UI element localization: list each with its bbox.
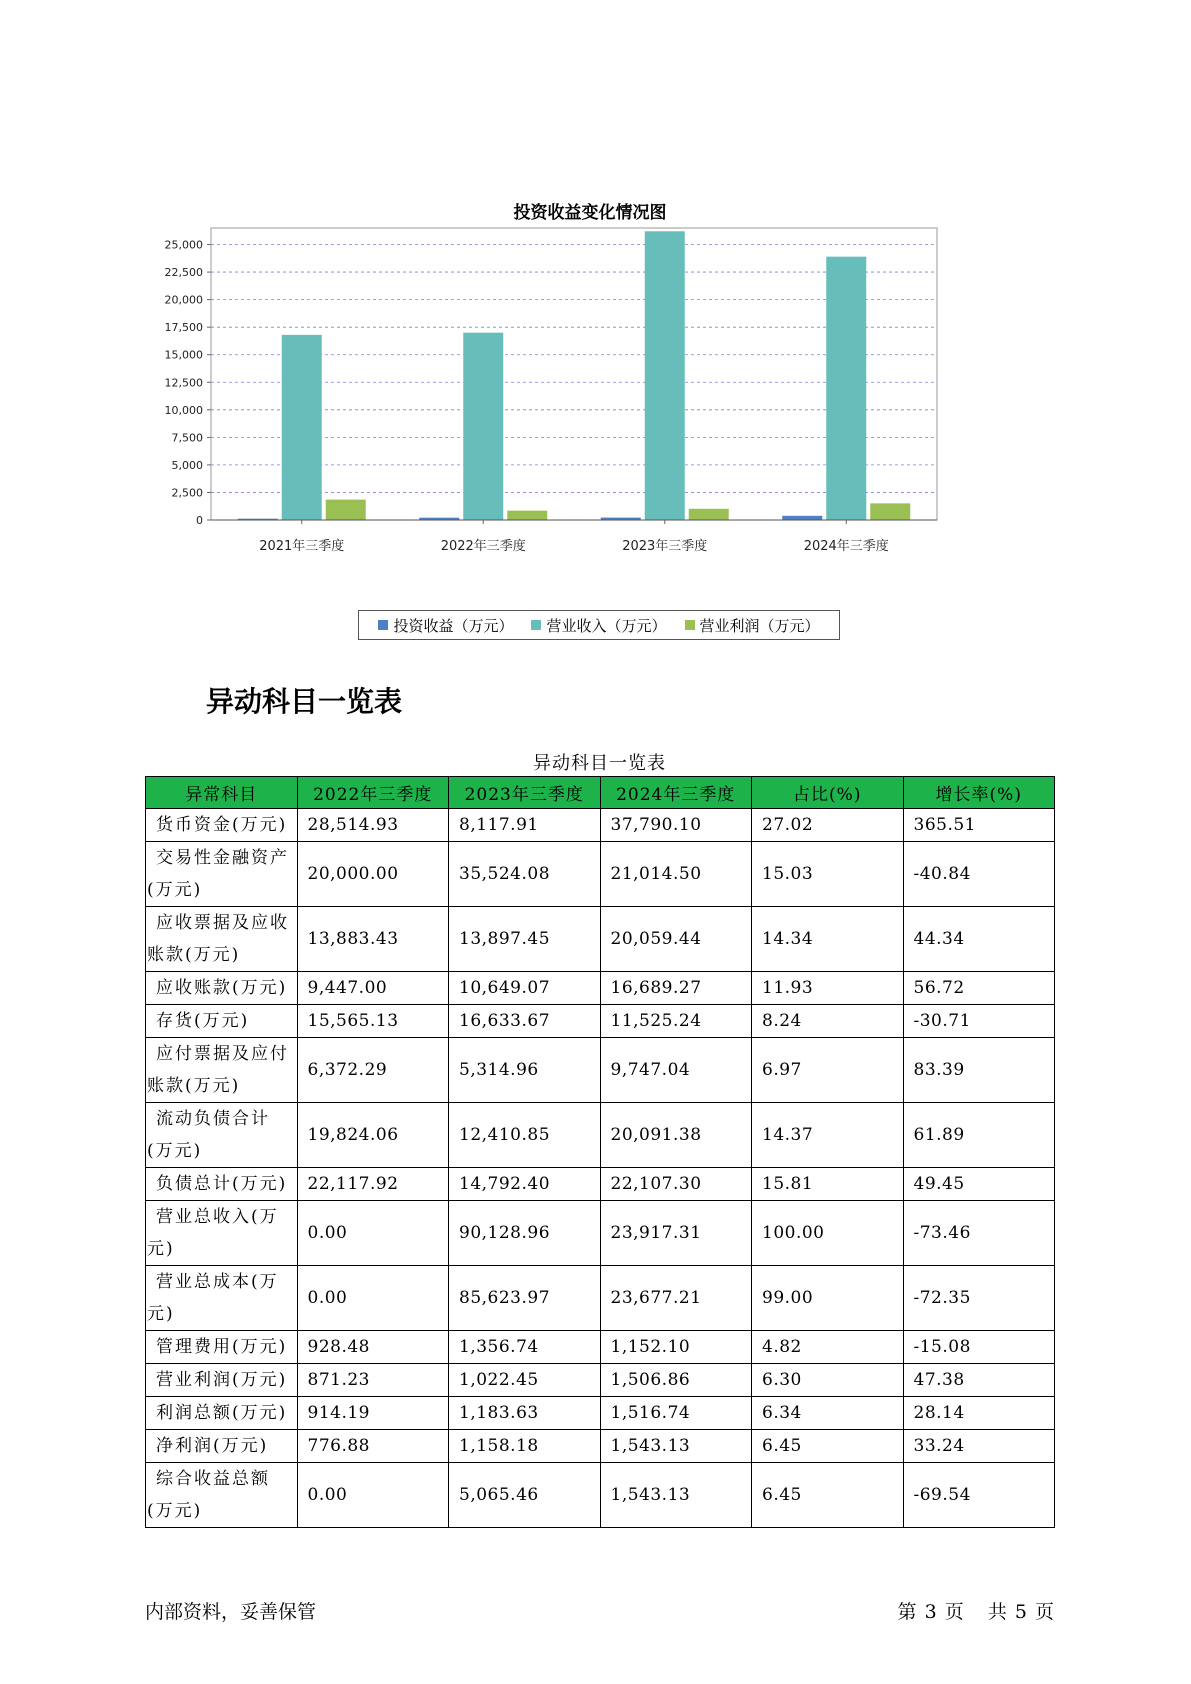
value-cell: 90,128.96	[449, 1201, 601, 1266]
chart-legend	[358, 610, 840, 640]
value-cell: 0.00	[297, 1201, 449, 1266]
value-cell: 5,314.96	[449, 1038, 601, 1103]
section-heading: 异动科目一览表	[206, 685, 403, 718]
value-cell: 6.45	[752, 1463, 904, 1528]
header-cell: 异常科目	[146, 777, 298, 809]
table-row	[146, 1168, 1055, 1201]
value-cell: 1,516.74	[600, 1397, 752, 1430]
x-tick-label: 2024年三季度	[803, 539, 889, 554]
y-tick-label: 12,500	[164, 376, 203, 390]
header-cell: 占比(%)	[752, 777, 904, 809]
value-cell: 13,883.43	[297, 907, 449, 972]
value-cell: 23,677.21	[600, 1266, 752, 1331]
value-cell: 9,747.04	[600, 1038, 752, 1103]
x-tick-label: 2022年三季度	[440, 539, 526, 554]
investment-income-chart	[160, 198, 1020, 650]
value-cell: 33.24	[903, 1430, 1055, 1463]
row-label-cell: 净利润(万元)	[146, 1430, 298, 1463]
legend-item	[531, 615, 666, 636]
row-label-cell: 负债总计(万元)	[146, 1168, 298, 1201]
bar-2-2021年三季度	[282, 335, 322, 520]
value-cell: 8,117.91	[449, 809, 601, 842]
row-label-cell: 货币资金(万元)	[146, 809, 298, 842]
y-tick-label: 17,500	[164, 321, 203, 335]
table-row	[146, 809, 1055, 842]
value-cell: 20,059.44	[600, 907, 752, 972]
bar-1-2024年三季度	[782, 516, 822, 520]
value-cell: 6,372.29	[297, 1038, 449, 1103]
value-cell: 49.45	[903, 1168, 1055, 1201]
row-label-cell: 营业总收入(万元)	[146, 1201, 298, 1266]
table-row	[146, 1430, 1055, 1463]
bar-3-2023年三季度	[689, 509, 729, 520]
x-tick-label: 2021年三季度	[259, 539, 345, 554]
value-cell: 1,183.63	[449, 1397, 601, 1430]
value-cell: 8.24	[752, 1005, 904, 1038]
y-tick-label: 2,500	[171, 486, 203, 500]
value-cell: 1,543.13	[600, 1430, 752, 1463]
value-cell: 0.00	[297, 1463, 449, 1528]
value-cell: 28,514.93	[297, 809, 449, 842]
footer-page-number: 第 3 页 共 5 页	[897, 1601, 1054, 1623]
bar-2-2022年三季度	[463, 333, 503, 520]
value-cell: 15.81	[752, 1168, 904, 1201]
chart-title: 投资收益变化情况图	[513, 203, 667, 223]
legend-swatch	[378, 620, 388, 630]
value-cell: 1,158.18	[449, 1430, 601, 1463]
table-row	[146, 1038, 1055, 1103]
value-cell: 12,410.85	[449, 1103, 601, 1168]
y-tick-label: 15,000	[164, 348, 203, 362]
value-cell: 14,792.40	[449, 1168, 601, 1201]
value-cell: 35,524.08	[449, 842, 601, 907]
value-cell: 20,091.38	[600, 1103, 752, 1168]
value-cell: 23,917.31	[600, 1201, 752, 1266]
y-tick-label: 5,000	[171, 458, 203, 472]
value-cell: 15.03	[752, 842, 904, 907]
bar-3-2024年三季度	[870, 503, 910, 520]
table-row	[146, 907, 1055, 972]
row-label-cell: 存货(万元)	[146, 1005, 298, 1038]
value-cell: 28.14	[903, 1397, 1055, 1430]
value-cell: -30.71	[903, 1005, 1055, 1038]
table-row	[146, 1005, 1055, 1038]
value-cell: 928.48	[297, 1331, 449, 1364]
value-cell: 44.34	[903, 907, 1055, 972]
footer-confidential-note: 内部资料，妥善保管	[145, 1601, 317, 1623]
row-label-cell: 应收账款(万元)	[146, 972, 298, 1005]
value-cell: 83.39	[903, 1038, 1055, 1103]
legend-item	[378, 615, 513, 636]
value-cell: 56.72	[903, 972, 1055, 1005]
value-cell: 21,014.50	[600, 842, 752, 907]
row-label-cell: 应收票据及应收账款(万元)	[146, 907, 298, 972]
value-cell: 871.23	[297, 1364, 449, 1397]
legend-swatch	[685, 620, 695, 630]
y-tick-label: 7,500	[171, 431, 203, 445]
value-cell: 6.30	[752, 1364, 904, 1397]
value-cell: 0.00	[297, 1266, 449, 1331]
value-cell: 20,000.00	[297, 842, 449, 907]
value-cell: -73.46	[903, 1201, 1055, 1266]
bar-3-2022年三季度	[507, 511, 547, 520]
value-cell: 4.82	[752, 1331, 904, 1364]
value-cell: 1,543.13	[600, 1463, 752, 1528]
bar-3-2021年三季度	[326, 500, 366, 520]
value-cell: 100.00	[752, 1201, 904, 1266]
value-cell: 1,022.45	[449, 1364, 601, 1397]
value-cell: 6.34	[752, 1397, 904, 1430]
value-cell: -40.84	[903, 842, 1055, 907]
chart-canvas	[160, 198, 1020, 650]
row-label-cell: 综合收益总额(万元)	[146, 1463, 298, 1528]
table-row	[146, 972, 1055, 1005]
value-cell: 1,506.86	[600, 1364, 752, 1397]
value-cell: 776.88	[297, 1430, 449, 1463]
header-cell: 增长率(%)	[903, 777, 1055, 809]
value-cell: 14.34	[752, 907, 904, 972]
value-cell: 11,525.24	[600, 1005, 752, 1038]
value-cell: 10,649.07	[449, 972, 601, 1005]
value-cell: 22,117.92	[297, 1168, 449, 1201]
row-label-cell: 营业总成本(万元)	[146, 1266, 298, 1331]
y-tick-label: 22,500	[164, 266, 203, 280]
value-cell: 22,107.30	[600, 1168, 752, 1201]
value-cell: 99.00	[752, 1266, 904, 1331]
row-label-cell: 交易性金融资产(万元)	[146, 842, 298, 907]
table-caption: 异动科目一览表	[533, 753, 666, 774]
value-cell: 61.89	[903, 1103, 1055, 1168]
value-cell: 14.37	[752, 1103, 904, 1168]
table-header-row	[146, 777, 1055, 809]
value-cell: -15.08	[903, 1331, 1055, 1364]
header-cell: 2022年三季度	[297, 777, 449, 809]
row-label-cell: 管理费用(万元)	[146, 1331, 298, 1364]
row-label-cell: 利润总额(万元)	[146, 1397, 298, 1430]
legend-swatch	[531, 620, 541, 630]
header-cell: 2023年三季度	[449, 777, 601, 809]
value-cell: 27.02	[752, 809, 904, 842]
value-cell: 914.19	[297, 1397, 449, 1430]
y-tick-label: 0	[196, 514, 203, 527]
value-cell: 1,356.74	[449, 1331, 601, 1364]
header-cell: 2024年三季度	[600, 777, 752, 809]
value-cell: 6.97	[752, 1038, 904, 1103]
value-cell: 47.38	[903, 1364, 1055, 1397]
value-cell: 11.93	[752, 972, 904, 1005]
table-row	[146, 1397, 1055, 1430]
table-row	[146, 1103, 1055, 1168]
table-row	[146, 1331, 1055, 1364]
value-cell: 1,152.10	[600, 1331, 752, 1364]
value-cell: 16,633.67	[449, 1005, 601, 1038]
value-cell: 85,623.97	[449, 1266, 601, 1331]
table-row	[146, 842, 1055, 907]
value-cell: 6.45	[752, 1430, 904, 1463]
row-label-cell: 营业利润(万元)	[146, 1364, 298, 1397]
abnormal-items-table	[145, 776, 1055, 1528]
legend-label: 投资收益（万元）	[393, 616, 514, 635]
value-cell: 19,824.06	[297, 1103, 449, 1168]
bar-2-2024年三季度	[826, 257, 866, 520]
value-cell: -69.54	[903, 1463, 1055, 1528]
table-row	[146, 1201, 1055, 1266]
value-cell: 15,565.13	[297, 1005, 449, 1038]
value-cell: 5,065.46	[449, 1463, 601, 1528]
table-row	[146, 1266, 1055, 1331]
row-label-cell: 流动负债合计(万元)	[146, 1103, 298, 1168]
value-cell: 13,897.45	[449, 907, 601, 972]
value-cell: -72.35	[903, 1266, 1055, 1331]
y-tick-label: 25,000	[164, 238, 203, 252]
row-label-cell: 应付票据及应付账款(万元)	[146, 1038, 298, 1103]
table-row	[146, 1463, 1055, 1528]
value-cell: 37,790.10	[600, 809, 752, 842]
legend-label: 营业利润（万元）	[699, 616, 820, 635]
value-cell: 9,447.00	[297, 972, 449, 1005]
legend-label: 营业收入（万元）	[546, 616, 667, 635]
value-cell: 365.51	[903, 809, 1055, 842]
x-tick-label: 2023年三季度	[622, 539, 708, 554]
value-cell: 16,689.27	[600, 972, 752, 1005]
y-tick-label: 10,000	[164, 403, 203, 417]
bar-2-2023年三季度	[645, 231, 685, 520]
table-row	[146, 1364, 1055, 1397]
legend-item	[685, 615, 820, 636]
y-tick-label: 20,000	[164, 293, 203, 307]
